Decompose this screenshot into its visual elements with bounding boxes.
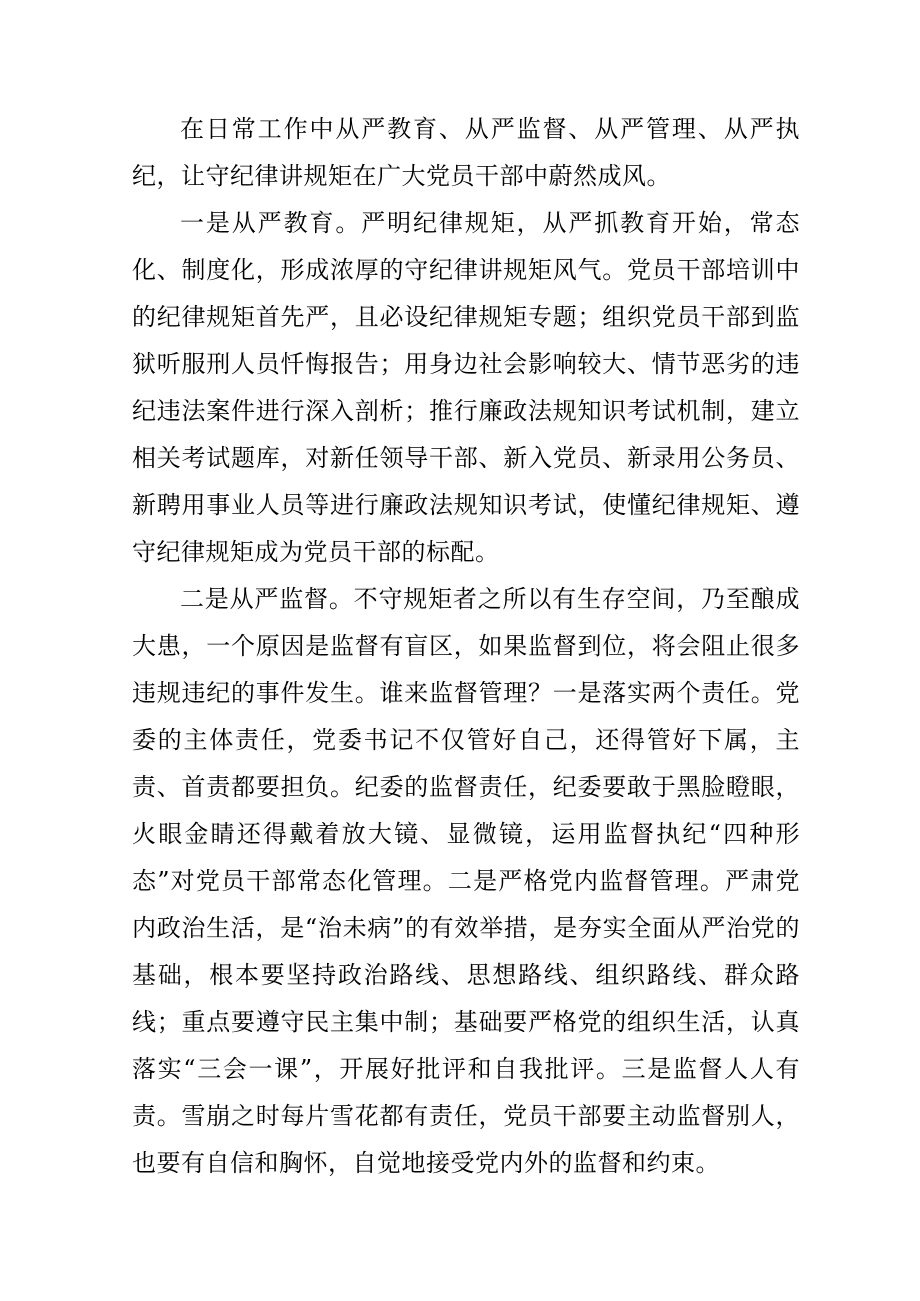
document-body: [132, 106, 800, 1187]
paragraph-strict-supervision: 二是从严监督。不守规矩者之所以有生存空间，乃至酿成大患，一个原因是监督有盲区，如果监督到位，将会阻止很多违规违纪的事件发生。谁来监督管理？一是落实两个责任。党委的主体责任，党委书记不仅管好自己，还得管好下属，主责、首责都要担负。纪委的监督责任，纪委要敢于黑脸瞪眼，火眼金睛还得戴着放大镜、显微镜，运用监督执纪“四种形态”对党员干部常态化管理。二是严格党内监督管理。严肃党内政治生活，是“治未病”的有效举措，是夯实全面从严治党的基础，根本要坚持政治路线、思想路线、组织路线、群众路线；重点要遵守民主集中制；基础要严格党的组织生活，认真落实“三会一课”，开展好批评和自我批评。三是监督人人有责。雪崩之时每片雪花都有责任，党员干部要主动监督别人，也要有自信和胸怀，自觉地接受党内外的监督和约束。: [132, 585, 800, 1177]
paragraph-strict-education: 一是从严教育。严明纪律规矩，从严抓教育开始，常态化、制度化，形成浓厚的守纪律讲规矩风气。党员干部培训中的纪律规矩首先严，且必设纪律规矩专题；组织党员干部到监狱听服刑人员忏悔报告；用身边社会影响较大、情节恶劣的违纪违法案件进行深入剖析；推行廉政法规知识考试机制，建立相关考试题库，对新任领导干部、新入党员、新录用公务员、新聘用事业人员等进行廉政法规知识考试，使懂纪律规矩、遵守纪律规矩成为党员干部的标配。: [132, 209, 800, 566]
paragraph-intro: 在日常工作中从严教育、从严监督、从严管理、从严执纪，让守纪律讲规矩在广大党员干部中蔚然成风。: [132, 115, 800, 190]
